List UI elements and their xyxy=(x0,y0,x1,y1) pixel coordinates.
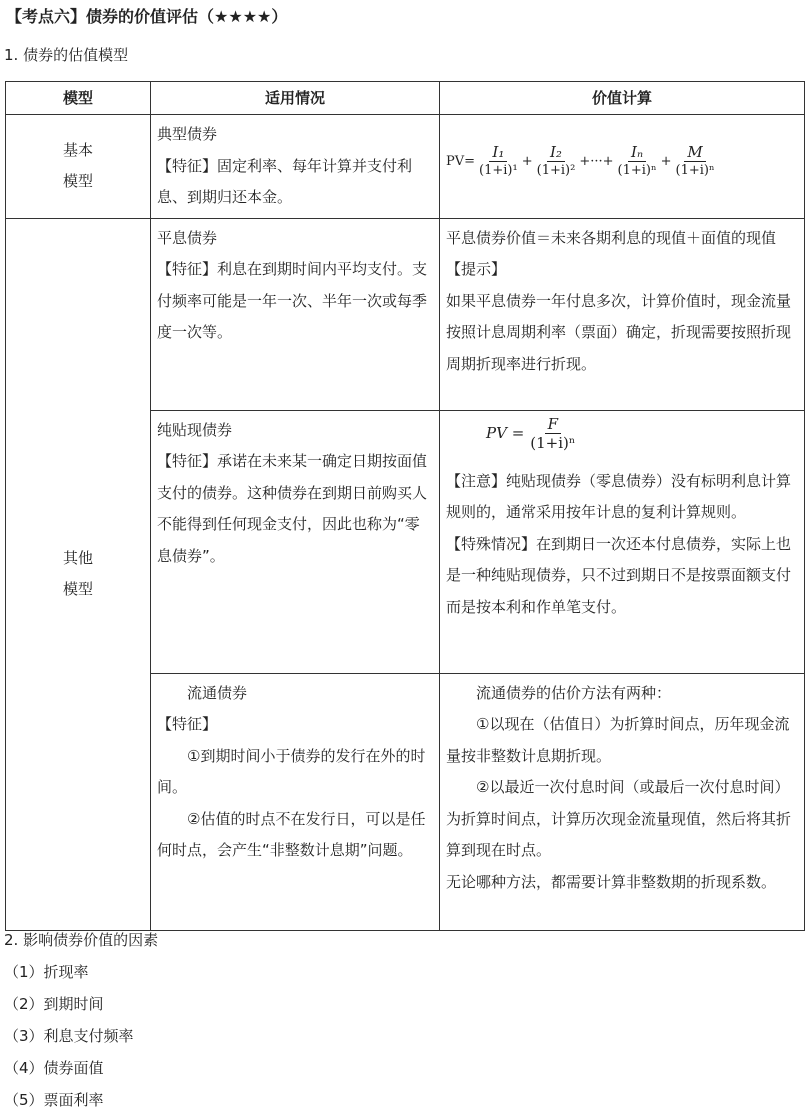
formula-lhs: PV = xyxy=(486,424,525,442)
numerator: I₁ xyxy=(489,143,507,162)
model-label: 基本 xyxy=(62,140,93,159)
header-model: 模型 xyxy=(6,82,151,115)
value-cell xyxy=(440,673,805,930)
factor-item: （5）票面利率 xyxy=(4,1091,104,1109)
fraction xyxy=(537,143,576,180)
table-row xyxy=(6,218,805,410)
note-text: 【注意】纯贴现债券（零息债券）没有标明利息计算规则的，通常采用按年计息的复利计算规则。 xyxy=(446,471,792,521)
denominator: (1+i)ⁿ xyxy=(617,163,657,178)
factor-item: （3）利息支付频率 xyxy=(4,1027,134,1045)
zero-coupon-formula xyxy=(486,415,798,452)
tip-label: 【提示】 xyxy=(446,260,507,278)
situation-cell xyxy=(151,673,440,930)
feature-label: 【特征】 xyxy=(157,715,218,733)
bond-name: 典型债券 xyxy=(157,125,218,143)
model-label: 模型 xyxy=(62,172,93,191)
fraction xyxy=(479,143,518,180)
value-text: 平息债券价值＝未来各期利息的现值＋面值的现值 xyxy=(446,228,777,247)
value-cell xyxy=(440,115,805,219)
value-text: 流通债券的估价方法有两种： xyxy=(476,683,672,702)
value-text: 无论哪种方法，都需要计算非整数期的折现系数。 xyxy=(446,872,777,891)
fraction xyxy=(530,415,575,452)
factor-item: （1）折现率 xyxy=(4,963,89,981)
pv-formula: PV= $\frac{\text{I₁}}{\text{(1+i)¹}}$ + $\frac{\text{I₂}}{\text{(1+i)²}}$ +···+ $\frac{\text{Iₙ}}{\text{(1+i)ⁿ}}$ + $\frac{M}{\text{(1+i)ⁿ}}$ xyxy=(446,143,715,178)
numerator: I₂ xyxy=(547,143,565,162)
model-label: 其他 xyxy=(62,548,93,567)
bond-name: 纯贴现债券 xyxy=(157,420,233,439)
numerator: M xyxy=(684,143,705,162)
factor-item: （2）到期时间 xyxy=(4,995,104,1013)
fraction xyxy=(618,143,657,180)
denominator: (1+i)¹ xyxy=(479,163,518,178)
table-row xyxy=(6,115,805,219)
special-text: 【特殊情况】在到期日一次还本付息债券，实际上也是一种纯贴现债券，只不过到期日不是按票面额支付而是按本利和作单笔支付。 xyxy=(446,534,792,616)
situation-cell xyxy=(151,410,440,673)
page-title: 【考点六】债券的价值评估（★★★★） xyxy=(6,7,288,26)
tip-text: 如果平息债券一年付息多次，计算价值时，现金流量按照计息周期利率（票面）确定，折现需要按照折现周期折现率进行折现。 xyxy=(446,291,792,373)
formula-ellipsis: +···+ xyxy=(579,153,614,169)
numerator: F xyxy=(545,415,561,434)
value-cell xyxy=(440,218,805,410)
fraction xyxy=(676,143,715,180)
section-heading: 1. 债券的估值模型 xyxy=(4,46,129,64)
bond-name: 平息债券 xyxy=(157,228,218,247)
denominator: (1+i)ⁿ xyxy=(530,433,576,452)
header-value: 价值计算 xyxy=(440,82,805,115)
table-header-row xyxy=(6,82,805,115)
bond-name: 流通债券 xyxy=(187,683,248,702)
section-heading: 2. 影响债券价值的因素 xyxy=(4,931,159,949)
value-text: ①以现在（估值日）为折算时间点，历年现金流量按非整数计息期折现。 xyxy=(446,715,790,765)
feature-text: 【特征】固定利率、每年计算并支付利息、到期归还本金。 xyxy=(157,156,413,206)
situation-cell xyxy=(151,218,440,410)
value-cell xyxy=(440,410,805,673)
feature-text: ②估值的时点不在发行日，可以是任何时点，会产生“非整数计息期”问题。 xyxy=(157,809,426,859)
denominator: (1+i)ⁿ xyxy=(675,163,715,178)
formula-lhs: PV= xyxy=(446,153,476,169)
value-text: ②以最近一次付息时间（或最后一次付息时间）为折算时间点，计算历次现金流量现值，然后将其折算到现在时点。 xyxy=(446,778,792,859)
feature-text: 【特征】利息在到期时间内平均支付。支付频率可能是一年一次、半年一次或每季度一次等。 xyxy=(157,260,428,341)
model-label: 模型 xyxy=(62,580,93,598)
situation-cell xyxy=(151,115,440,219)
model-cell xyxy=(6,218,151,930)
valuation-model-table xyxy=(5,81,805,931)
denominator: (1+i)² xyxy=(536,163,576,178)
feature-text: 【特征】承诺在未来某一确定日期按面值支付的债券。这种债券在到期日前购买人不能得到任何现金支付，因此也称为“零息债券”。 xyxy=(157,452,428,565)
numerator: Iₙ xyxy=(628,143,646,162)
model-cell xyxy=(6,115,151,219)
feature-text: ①到期时间小于债券的发行在外的时间。 xyxy=(157,746,426,796)
factor-item: （4）债券面值 xyxy=(4,1059,104,1077)
header-situation: 适用情况 xyxy=(151,82,440,115)
